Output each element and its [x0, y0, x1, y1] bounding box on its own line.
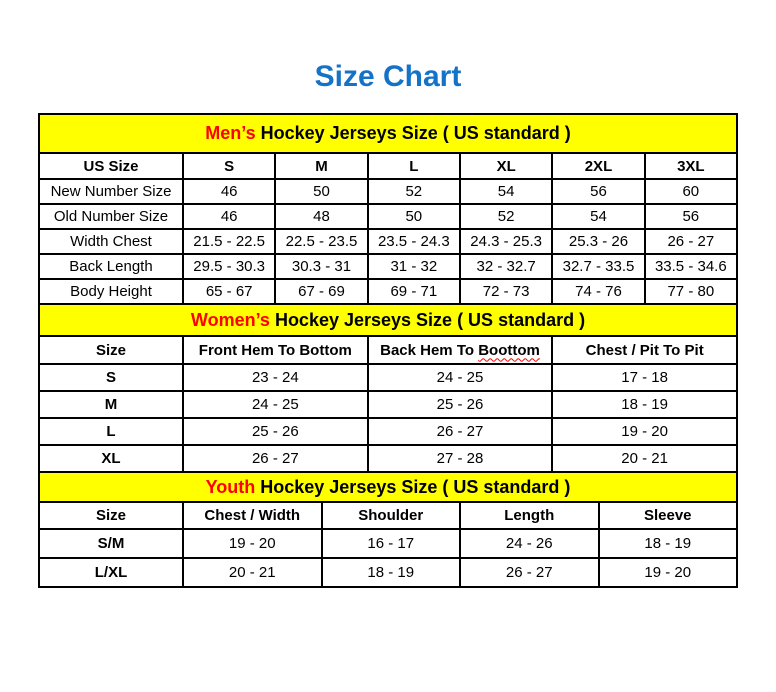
column-header-sleeve: Sleeve	[599, 502, 738, 529]
size-cell: 16 - 17	[322, 529, 461, 558]
column-header-xl: XL	[460, 153, 552, 179]
size-cell: 26 - 27	[183, 445, 368, 472]
column-header-size: Size	[39, 336, 183, 364]
row-label: Back Length	[39, 254, 183, 279]
row-label: Old Number Size	[39, 204, 183, 229]
size-cell: 26 - 27	[460, 558, 599, 587]
size-tables-container	[38, 113, 738, 588]
size-cell: 19 - 20	[599, 558, 738, 587]
section-heading-text: Hockey Jerseys Size ( US standard )	[255, 123, 571, 143]
row-label: S/M	[39, 529, 183, 558]
size-table-youth	[38, 471, 738, 588]
size-cell: 54	[552, 204, 644, 229]
row-label: Body Height	[39, 279, 183, 304]
table-row	[39, 204, 737, 229]
size-cell: 67 - 69	[275, 279, 367, 304]
size-cell: 60	[645, 179, 737, 204]
table-row	[39, 391, 737, 418]
section-heading-text: Hockey Jerseys Size ( US standard )	[269, 309, 586, 330]
table-row	[39, 254, 737, 279]
size-cell: 24 - 25	[368, 364, 553, 391]
column-header-row	[39, 153, 737, 179]
column-header-us-size: US Size	[39, 153, 183, 179]
size-cell: 27 - 28	[368, 445, 553, 472]
table-row	[39, 364, 737, 391]
column-header-2xl: 2XL	[552, 153, 644, 179]
table-row	[39, 445, 737, 472]
column-header-shoulder: Shoulder	[322, 502, 461, 529]
table-row	[39, 179, 737, 204]
table-row	[39, 279, 737, 304]
size-cell: 18 - 19	[552, 391, 737, 418]
row-label: New Number Size	[39, 179, 183, 204]
size-cell: 46	[183, 204, 275, 229]
page-title: Size Chart	[314, 60, 462, 93]
size-cell: 23 - 24	[183, 364, 368, 391]
section-heading-accent: Men’s	[205, 123, 256, 143]
size-cell: 21.5 - 22.5	[183, 229, 275, 254]
size-cell: 69 - 71	[368, 279, 460, 304]
size-cell: 52	[368, 179, 460, 204]
size-cell: 48	[275, 204, 367, 229]
size-table-mens	[38, 113, 738, 305]
size-cell: 77 - 80	[645, 279, 737, 304]
size-cell: 26 - 27	[368, 418, 553, 445]
column-header-3xl: 3XL	[645, 153, 737, 179]
size-cell: 26 - 27	[645, 229, 737, 254]
section-heading-womens	[39, 304, 737, 336]
section-heading-row	[39, 304, 737, 336]
size-cell: 22.5 - 23.5	[275, 229, 367, 254]
column-header-l: L	[368, 153, 460, 179]
column-header-size: Size	[39, 502, 183, 529]
section-heading-accent: Women’s	[190, 309, 270, 330]
row-label: L/XL	[39, 558, 183, 587]
size-cell: 32 - 32.7	[460, 254, 552, 279]
misspelled-word: Boottom	[478, 341, 540, 359]
table-row	[39, 418, 737, 445]
size-table-womens	[38, 303, 738, 473]
column-header-length: Length	[460, 502, 599, 529]
size-cell: 24.3 - 25.3	[460, 229, 552, 254]
column-header-row	[39, 336, 737, 364]
size-cell: 24 - 26	[460, 529, 599, 558]
size-cell: 74 - 76	[552, 279, 644, 304]
size-cell: 25 - 26	[368, 391, 553, 418]
size-cell: 65 - 67	[183, 279, 275, 304]
size-cell: 31 - 32	[368, 254, 460, 279]
size-cell: 25 - 26	[183, 418, 368, 445]
column-header-m: M	[275, 153, 367, 179]
table-row	[39, 229, 737, 254]
row-label: L	[39, 418, 183, 445]
size-cell: 18 - 19	[322, 558, 461, 587]
section-heading-text: Hockey Jerseys Size ( US standard )	[255, 476, 571, 497]
column-header-front-hem-to-bottom: Front Hem To Bottom	[183, 336, 368, 364]
section-heading-row	[39, 472, 737, 502]
row-label: S	[39, 364, 183, 391]
row-label: Width Chest	[39, 229, 183, 254]
column-header-back-hem-to-boottom: Back Hem To Boottom	[368, 336, 553, 364]
table-row	[39, 529, 737, 558]
row-label: XL	[39, 445, 183, 472]
size-cell: 32.7 - 33.5	[552, 254, 644, 279]
size-cell: 50	[275, 179, 367, 204]
section-heading-accent: Youth	[205, 476, 256, 497]
size-cell: 20 - 21	[183, 558, 322, 587]
section-heading-mens	[39, 114, 737, 153]
column-header-chest-pit-to-pit: Chest / Pit To Pit	[552, 336, 737, 364]
size-cell: 19 - 20	[552, 418, 737, 445]
size-cell: 18 - 19	[599, 529, 738, 558]
size-cell: 29.5 - 30.3	[183, 254, 275, 279]
size-cell: 46	[183, 179, 275, 204]
size-cell: 19 - 20	[183, 529, 322, 558]
size-cell: 24 - 25	[183, 391, 368, 418]
column-header-row	[39, 502, 737, 529]
row-label: M	[39, 391, 183, 418]
size-cell: 52	[460, 204, 552, 229]
size-cell: 23.5 - 24.3	[368, 229, 460, 254]
size-cell: 54	[460, 179, 552, 204]
size-cell: 56	[552, 179, 644, 204]
column-header-chest-width: Chest / Width	[183, 502, 322, 529]
size-cell: 25.3 - 26	[552, 229, 644, 254]
section-heading-row	[39, 114, 737, 153]
size-cell: 33.5 - 34.6	[645, 254, 737, 279]
size-cell: 72 - 73	[460, 279, 552, 304]
section-heading-youth	[39, 472, 737, 502]
size-cell: 50	[368, 204, 460, 229]
table-row	[39, 558, 737, 587]
size-cell: 56	[645, 204, 737, 229]
size-cell: 17 - 18	[552, 364, 737, 391]
column-header-s: S	[183, 153, 275, 179]
size-cell: 20 - 21	[552, 445, 737, 472]
size-cell: 30.3 - 31	[275, 254, 367, 279]
